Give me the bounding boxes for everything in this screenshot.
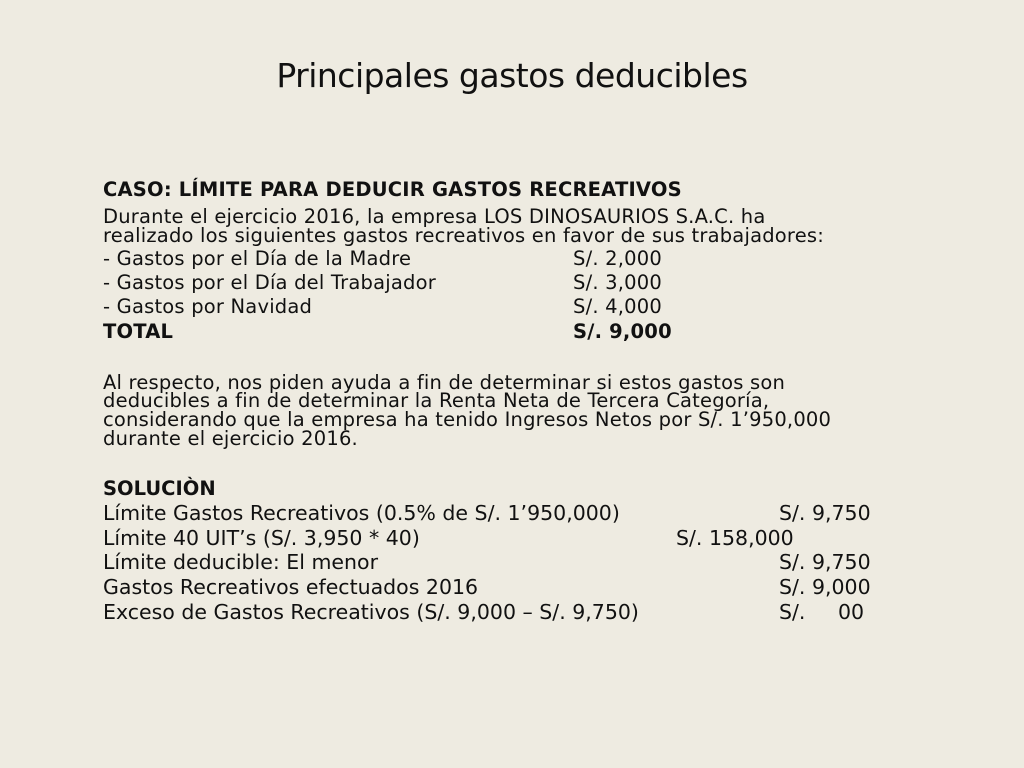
expense-amount: S/. 4,000 [573,295,662,318]
expense-row [103,247,662,270]
expense-row [103,271,662,294]
solution-row [103,550,871,574]
expense-label: - Gastos por Navidad [103,295,313,318]
solution-label: Gastos Recreativos efectuados 2016 [103,575,479,599]
solution-row [103,575,871,599]
solution-label: Límite deducible: El menor [103,550,378,574]
solution-row [103,526,794,550]
case-heading: CASO: LÍMITE PARA DEDUCIR GASTOS RECREATIVOS [103,178,682,201]
solution-label: Límite Gastos Recreativos (0.5% de S/. 1’950,000) [103,501,620,525]
solution-label: Límite 40 UIT’s (S/. 3,950 * 40) [103,526,420,550]
solution-heading: SOLUCIÒN [103,477,216,500]
total-amount: S/. 9,000 [573,320,672,343]
case-intro-line-2: realizado los siguientes gastos recreativos en favor de sus trabajadores: [103,224,825,247]
total-row [103,320,672,343]
solution-amount: S/. 9,750 [779,501,871,525]
case-intro-line-1: Durante el ejercicio 2016, la empresa LOS DINOSAURIOS S.A.C. ha [103,205,766,228]
solution-amount: S/. 00 [779,600,865,624]
solution-amount: S/. 9,750 [779,550,871,574]
question-line-3: considerando que la empresa ha tenido Ingresos Netos por S/. 1’950,000 [103,408,832,431]
solution-amount: S/. 158,000 [676,526,794,550]
solution-label: Exceso de Gastos Recreativos (S/. 9,000 – S/. 9,750) [103,600,639,624]
question-line-2: deducibles a fin de determinar la Renta Neta de Tercera Categoría, [103,389,770,412]
expense-label: - Gastos por el Día del Trabajador [103,271,436,294]
expense-amount: S/. 2,000 [573,247,662,270]
question-line-1: Al respecto, nos piden ayuda a fin de determinar si estos gastos son [103,371,786,394]
question-line-4: durante el ejercicio 2016. [103,427,358,450]
slide-title: Principales gastos deducibles [276,56,748,95]
solution-row [103,501,871,525]
solution-amount: S/. 9,000 [779,575,871,599]
expense-row [103,295,662,318]
total-label: TOTAL [103,320,174,343]
solution-row [103,600,865,624]
expense-label: - Gastos por el Día de la Madre [103,247,412,270]
expense-amount: S/. 3,000 [573,271,662,294]
